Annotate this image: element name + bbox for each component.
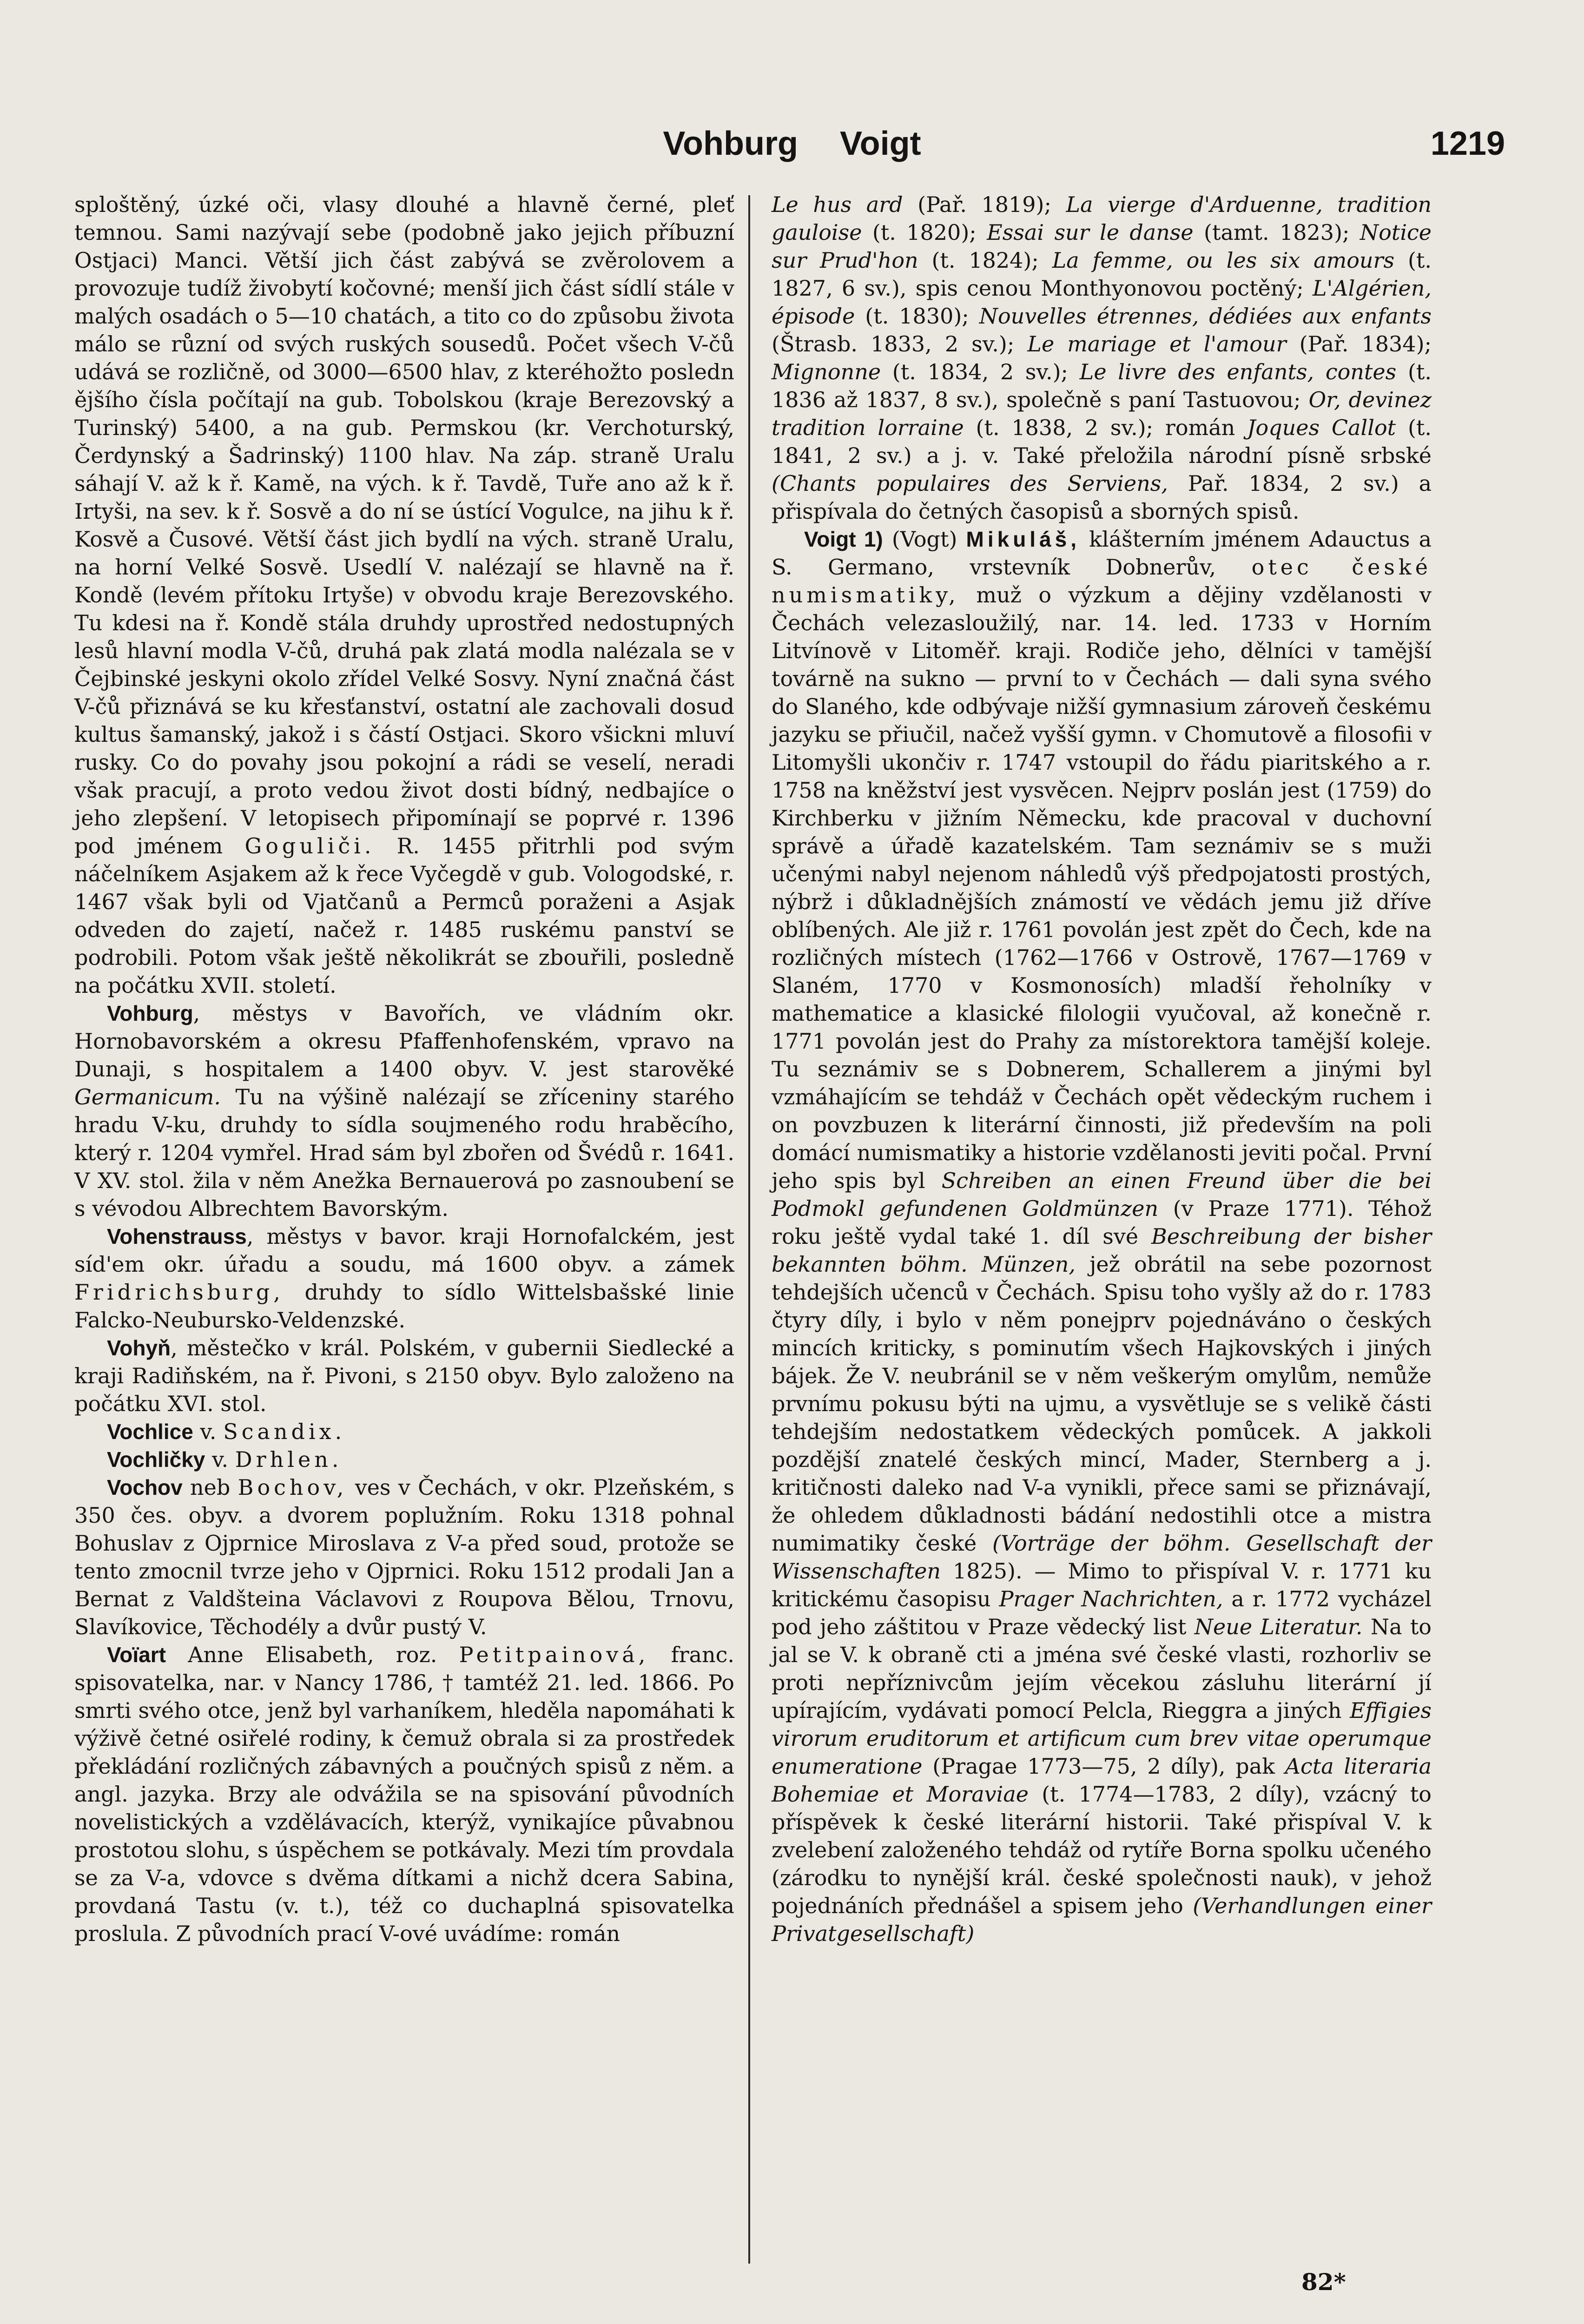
page-number: 1219 xyxy=(1430,125,1505,162)
page-header xyxy=(79,125,1505,176)
entry-vohburg: Vohburg, městys v Bavořích, ve vládním okr. Hornobavorském a okresu Pfaffenhofenském, vpravo na Dunaji, s hospitalem a 1400 obyv. V. jest starověké Germanicum. Tu na výšině nalézají se zříceniny starého hradu V-ku, druhdy to sídla soujmeného rodu hraběcího, který r. 1204 vymřel. Hrad sám byl zbořen od Švédů r. 1641. V XV. stol. žila v něm Anežka Bernauerová po zasnoubení se s vévodou Albrechtem Bavorským. xyxy=(74,1001,734,1221)
running-head-left: Vohburg xyxy=(663,125,798,162)
right-column xyxy=(772,191,1432,1948)
entry-vohyn: Vohyň, městečko v král. Polském, v gubernii Siedlecké a kraji Radiňském, na ř. Pivoni, s 2150 obyv. Bylo založeno na počátku XVI. stol. xyxy=(74,1335,734,1416)
headword-vohenstrauss: Vohenstrauss xyxy=(107,1224,247,1248)
entry-vochlice: Vochlice v. Scandix. xyxy=(107,1419,346,1444)
entry-vochov: Vochov neb Bochov, ves v Čechách, v okr. Plzeňském, s 350 čes. obyv. a dvorem poplužním. Roku 1318 pohnal Bohuslav z Ojprnice Miroslava z V-a před soud, protože se tento zmocnil tvrze jeho v Ojprnici. Roku 1512 prodali Jan a Bernat z Valdšteina Václavovi z Roupova Bělou, Trnovu, Slavíkovice, Těchodély a dvůr pustý V. xyxy=(74,1475,734,1639)
entry-voiart-continued: Le hus ard (Pař. 1819); La vierge d'Arduenne, tradition gauloise (t. 1820); Essai sur le danse (tamt. 1823); Notice sur Prud'hon (t. 1824); La femme, ou les six amours (t. 1827, 6 sv.), spis cenou Monthyonovou poctěný; L'Algérien, épisode (t. 1830); Nouvelles étrennes, dédiées aux enfants (Štrasb. 1833, 2 sv.); Le mariage et l'amour (Pař. 1834); Mignonne (t. 1834, 2 sv.); Le livre des enfants, contes (t. 1836 až 1837, 8 sv.), společně s paní Tastuovou; Or, devinez tradition lorraine (t. 1838, 2 sv.); román Joques Callot (t. 1841, 2 sv.) a j. v. Také přeložila národní písně srbské (Chants populaires des Serviens, Pař. 1834, 2 sv.) a přispívala do četných časopisů a sborných spisů. xyxy=(772,192,1432,524)
headword-vohyn: Vohyň xyxy=(107,1336,171,1360)
signature-mark: 82* xyxy=(1301,2268,1346,2296)
entry-voiart: Voïart Anne Elisabeth, roz. Petitpainová, franc. spisovatelka, nar. v Nancy 1786, † tamtéž 21. led. 1866. Po smrti svého otce, jenž byl varhaníkem, hleděla napomáhati k výživě četné osiřelé rodiny, k čemuž obrala si za prostředek překládání rozličných zábavných a poučných spisů z něm. a angl. jazyka. Brzy ale odvážila se na spisování původních novelistických a vzdělávacích, kterýž, vynikajíce půvabnou prostotou slohu, s úspěchem se potkávaly. Mezi tím provdala se za V-a, vdovce s dvěma dítkami a nichž dcera Sabina, provdaná Tastu (v. t.), též co duchaplná spisovatelka proslula. Z původních prací V-ové uvádíme: román xyxy=(74,1642,735,1946)
headword-voigt: Voigt 1) xyxy=(804,527,883,551)
running-head xyxy=(79,125,1505,163)
headword-vochlicky: Vochličky xyxy=(107,1447,205,1472)
headword-vohburg: Vohburg xyxy=(107,1001,193,1025)
column-divider xyxy=(748,195,750,2264)
left-column xyxy=(74,191,734,1948)
entry-vochlicky: Vochličky v. Drhlen. xyxy=(107,1447,343,1472)
headword-voiart: Voïart xyxy=(107,1643,166,1667)
entry-voigt: Voigt 1) (Vogt) Mikuláš, klášterním jménem Adauctus a S. Germano, vrstevník Dobnerův, otec české numismatiky, muž o výzkum a dějiny vzdělanosti v Čechách velezasloužilý, nar. 14. led. 1733 v Horním Litvínově v Litoměř. kraji. Rodiče jeho, dělníci v tamější továrně na sukno — první to v Čechách — dali syna svého do Slaného, kde odbývaje nižší gymnasium zároveň českému jazyku se přiučil, načež vyšší gymn. v Chomutově a filosofii v Litomyšli ukončiv r. 1747 vstoupil do řádu piaritského a r. 1758 na kněžství jest vysvěcen. Nejprv poslán jest (1759) do Kirchberku v jižním Německu, kde pracoval v duchovní správě a úřadě kazatelském. Tam seznámiv se s muži učenými nabyl nejenom náhledů výš předpojatosti prostých, nýbrž i důkladnějších známostí ve vědách jemu již dříve oblíbených. Ale již r. 1761 povolán jest zpět do Čech, kde na rozličných místech (1762—1766 v Ostrově, 1767—1769 v Slaném, 1770 v Kosmonosích) mladší řeholníky v mathematice a klasické filologii vyučoval, až konečně r. 1771 povolán jest do Prahy za místorektora tamější koleje. Tu seznámiv se s Dobnerem, Schallerem a jinými byl vzmáhajícím se tehdáž v Čechách opět vědeckým ruchem i on povzbuzen k literární činnosti, již především na poli domácí numismatiky a historie vzdělanosti jeviti počal. První jeho spis byl Schreiben an einen Freund über die bei Podmokl gefundenen Goldmünzen (v Praze 1771). Téhož roku ještě vydal také 1. díl své Beschreibung der bisher bekannten böhm. Münzen, jež obrátil na sebe pozornost tehdejších učenců v Čechách. Spisu toho vyšly až do r. 1783 čtyry díly, i bylo v něm ponejprv pojednáváno o českých mincích kriticky, s pominutím všech Hajkovských i jiných bájek. Že V. neubránil se v něm veškerým omylům, nemůže prvnímu pokusu býti na ujmu, a vysvětluje se s velikě části tehdejším nedostatkem vědeckých pomůcek. A jakkoli pozdější znatelé českých mincí, Mader, Sternberg a j. kritičnosti daleko nad V-a vynikli, přece sami se přiznávají, že ohledem důkladnosti bádání nedostihli otce a mistra numimatiky české (Vorträge der böhm. Gesellschaft der Wissenschaften 1825). — Mimo to přispíval V. r. 1771 ku kritickému časopisu Prager Nachrichten, a r. 1772 vycházel pod jeho záštitou v Praze vědecký list Neue Literatur. Na to jal se V. k obraně cti a jména své české vlasti, rozhorliv se proti nepříznivcům jejím věcekou zásluhu literární jí upírajícím, vydávati pomocí Pelcla, Rieggra a jiných Effigies virorum eruditorum et artificum cum brev vitae operumque enumeratione (Pragae 1773—75, 2 díly), pak Acta literaria Bohemiae et Moraviae (t. 1774—1783, 2 díly), vzácný to příspěvek k české literární historii. Také přispíval V. k zvelebení založeného tehdáž od rytíře Borna spolku učeného (zárodku to nynější král. české společnosti nauk), v jehož pojednáních přednášel a spisem jeho (Verhandlungen einer Privatgesellschaft) xyxy=(772,527,1432,1946)
entry-vohenstrauss: Vohenstrauss, městys v bavor. kraji Hornofalckém, jest síd'em okr. úřadu a soudu, má 1600 obyv. a zámek Fridrichsburg, druhdy to sídlo Wittelsbašské linie Falcko-Neubursko-Veldenzské. xyxy=(74,1224,734,1333)
running-head-right: Voigt xyxy=(839,125,921,162)
entry-voguls-continued: sploštěný, úzké oči, vlasy dlouhé a hlavně černé, pleť temnou. Sami nazývají sebe (podobně jako jejich příbuzní Ostjaci) Manci. Větší jich část zabývá se zvěrolovem a provozuje tudíž živobytí kočovné; menší jich část sídlí stále v malých osadách o 5—10 chatách, a tito co do způsobu života málo se různí od svých ruských sousedů. Počet všech V-čů udává se rozličně, od 3000—6500 hlav, z kteréhožto posledn ějšího čísla počítají na gub. Tobolskou (kraje Berezovský a Turinský) 5400, a na gub. Permskou (kr. Verchoturský, Čerdynský a Šadrinský) 1100 hlav. Na záp. straně Uralu sáhají V. až k ř. Kamě, na vých. k ř. Tavdě, Tuře ano až k ř. Irtyši, na sev. k ř. Sosvě a do ní se ústící Vogulce, na jihu k ř. Kosvě a Čusové. Větší část jich bydlí na vých. straně Uralu, na horní Velké Sosvě. Usedlí V. nalézají se hlavně na ř. Kondě (levém přítoku Irtyše) v obvodu kraje Berezovského. Tu kdesi na ř. Kondě stála druhdy uprostřed nedostupných lesů hlavní modla V-čů, druhá pak zlatá modla nalézala se v Čejbinské jeskyni okolo zřídel Velké Sosvy. Nyní značná část V-čů přiznává se ku křesťanství, ostatní ale zachovali dosud kultus šamanský, jakož i s částí Ostjaci. Skoro všickni mluví rusky. Co do povahy jsou pokojní a rádi se veselí, neradi však pracují, a proto vedou život dosti bídný, nedbajíce o jeho zlepšení. V letopisech připomínají se poprvé r. 1396 pod jménem Goguliči. R. 1455 přitrhli pod svým náčelníkem Asjakem až k řece Vyčegdě v gub. Vologodské, r. 1467 však byli od Vjatčanů a Permců poraženi a Asjak odveden do zajetí, načež r. 1485 ruskému panství se podrobili. Potom však ještě několikrát se zbouřili, posledně na počátku XVII. století. xyxy=(74,192,735,998)
headword-vochlice: Vochlice xyxy=(107,1419,193,1444)
headword-vochov: Vochov xyxy=(107,1475,183,1499)
